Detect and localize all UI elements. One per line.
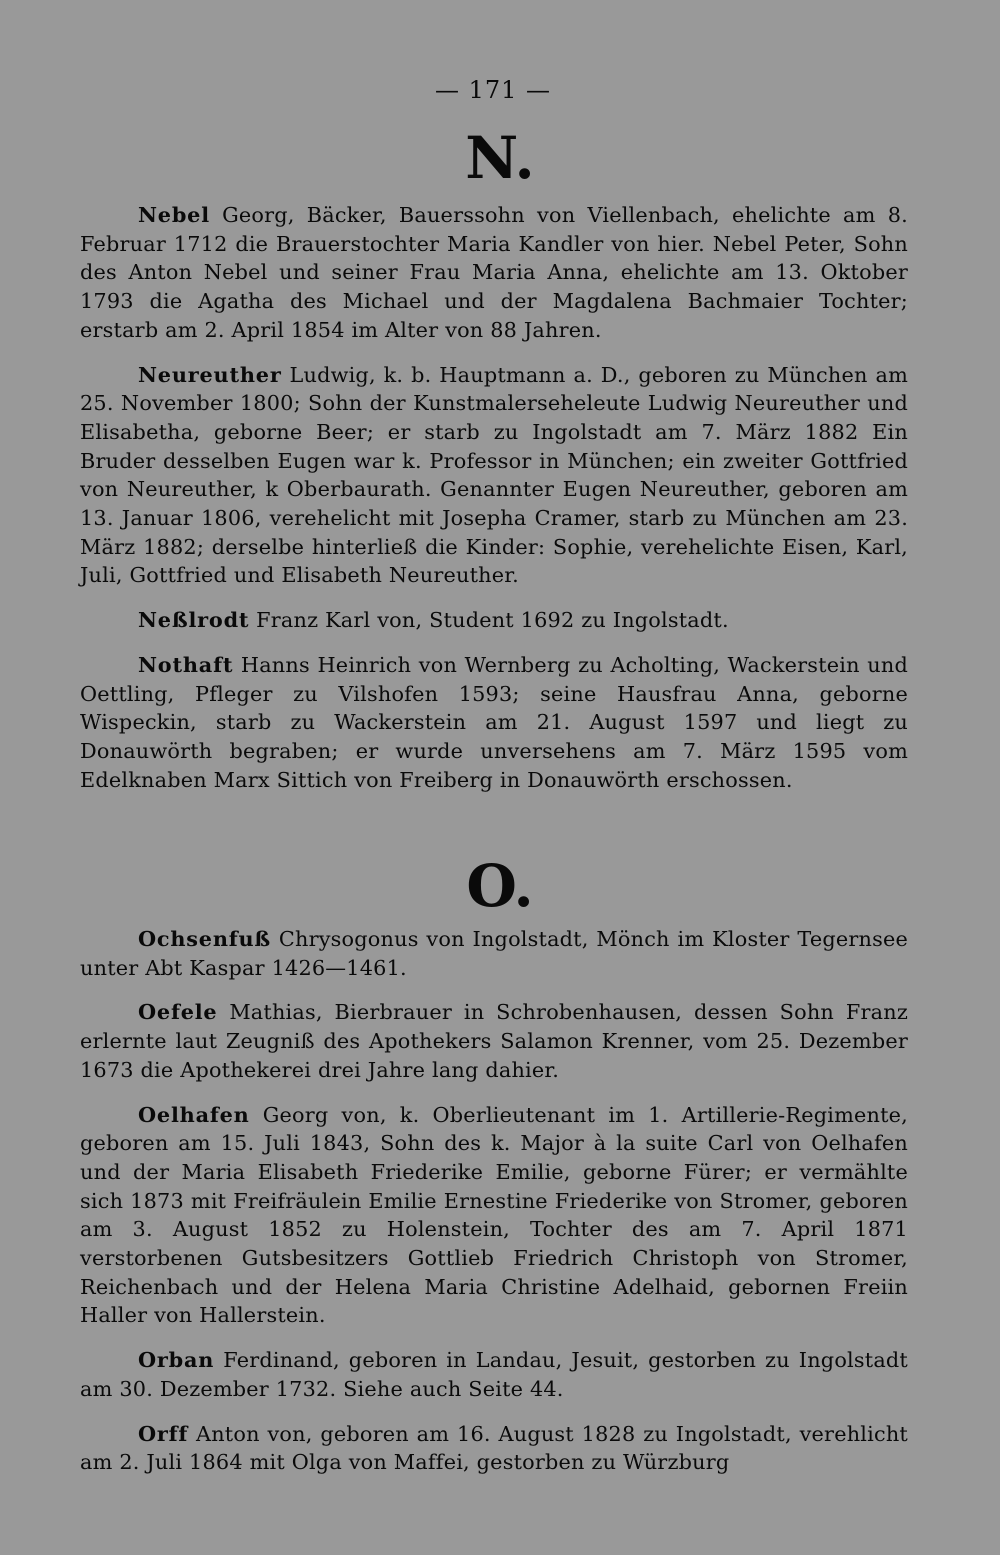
entry-text: Ludwig, k. b. Hauptmann a. D., geboren zu München am 25. November 1800; Sohn der Kunstmalerseheleute Ludwig Neureuther und Elisabetha, geborne Beer; er starb zu Ingolstadt am 7. März 1882 Ein Bruder desselben Eugen war k. Professor in München; ein zweiter Gottfried von Neureuther, k Oberbaurath. Genannter Eugen Neureuther, geboren am 13. Januar 1806, verehelicht mit Josepha Cramer, starb zu München am 23. März 1882; derselbe hinterließ die Kinder: Sophie, verehelichte Eisen, Karl, Juli, Gottfried und Elisabeth Neureuther. [80,362,908,588]
entry-name: Orban [138,1347,215,1373]
entry-name: Nothaft [138,651,234,677]
entry-text: Mathias, Bierbrauer in Schrobenhausen, dessen Sohn Franz erlernte laut Zeugniß des Apothekers Salamon Krenner, vom 25. Dezember 1673 die Apothekerei drei Jahre lang dahier. [80,1000,908,1082]
entry-orff [80,1420,908,1477]
section-heading-o: O. [466,852,534,920]
entry-name: Oefele [138,999,218,1025]
entry-nothaft [80,651,908,795]
entry-text: Ferdinand, geboren in Landau, Jesuit, gestorben zu Ingolstadt am 30. Dezember 1732. Siehe auch Seite 44. [80,1348,908,1401]
entry-neureuther [80,361,908,591]
entry-name: Ochsenfuß [138,926,272,951]
entry-text: Hanns Heinrich von Wernberg zu Acholting, Wackerstein und Oettling, Pfleger zu Vilshofen 1593; seine Hausfrau Anna, geborne Wispeckin, starb zu Wackerstein am 21. August 1597 und liegt zu Donauwörth begraben; er wurde unversehens am 7. März 1595 vom Edelknaben Marx Sittich von Freiberg in Donauwörth erschossen. [80,652,908,792]
entry-text: Anton von, geboren am 16. August 1828 zu Ingolstadt, verehlicht am 2. Juli 1864 mit Olga von Maffei, gestorben zu Würzburg [80,1421,908,1475]
entry-orban [80,1346,908,1403]
section-entries-o [80,925,908,1493]
entry-nesslrodt [80,606,908,635]
section-heading-n: N. [465,124,535,192]
entry-name: Nebel [138,202,210,227]
entry-text: Georg, Bäcker, Bauerssohn von Viellenbach, ehelichte am 8. Februar 1712 die Brauerstochter Maria Kandler von hier. Nebel Peter, Sohn des Anton Nebel und seiner Frau Maria Anna, ehelichte am 13. Oktober 1793 die Agatha des Michael und der Magdalena Bachmaier Tochter; erstarb am 2. April 1854 im Alter von 88 Jahren. [80,203,908,342]
entry-ochsenfuss [80,925,908,982]
page-number: — 171 — [434,76,552,104]
entry-oefele [80,998,908,1084]
entry-name: Oelhafen [138,1101,250,1127]
entry-text: Chrysogonus von Ingolstadt, Mönch im Kloster Tegernsee unter Abt Kaspar 1426—1461. [80,927,908,980]
entry-nebel [80,201,908,345]
entry-oelhafen [80,1101,908,1331]
entry-name: Neureuther [138,361,282,387]
entry-text: Georg von, k. Oberlieutenant im 1. Artillerie-Regimente, geboren am 15. Juli 1843, Sohn des k. Major à la suite Carl von Oelhafen und der Maria Elisabeth Friederike Emilie, geborne Fürer; er vermählte sich 1873 mit Freifräulein Emilie Ernestine Friederike von Stromer, geboren am 3. August 1852 zu Holenstein, Tochter des am 7. April 1871 verstorbenen Gutsbesitzers Gottlieb Friedrich Christoph von Stromer, Reichenbach und der Helena Maria Christine Adelhaid, gebornen Freiin Haller von Hallerstein. [80,1102,908,1328]
entry-text: Franz Karl von, Student 1692 zu Ingolstadt. [249,608,729,633]
entry-name: Orff [138,1420,189,1446]
entry-name: Neßlrodt [138,607,250,633]
section-entries-n [80,201,908,810]
